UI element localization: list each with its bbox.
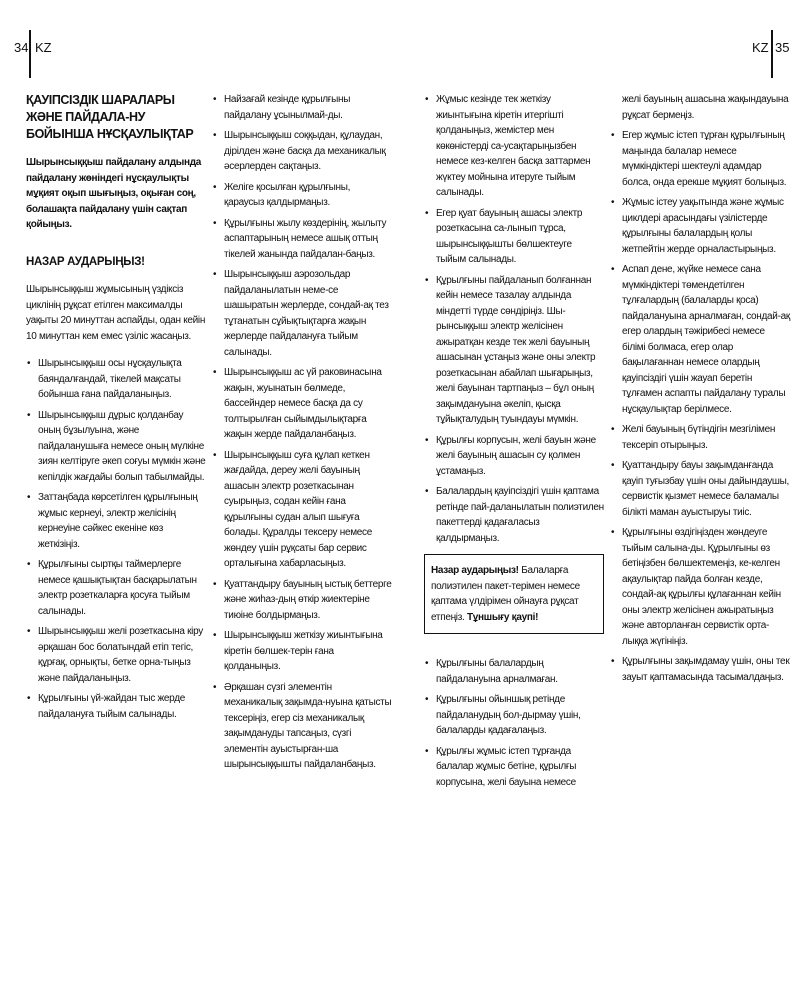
list-item: • Балалардың қауіпсіздігі үшін қаптама ретінде пай-даланылатын полиэтилен пакеттерді қадағаласыз қалдырмаңыз. [424,484,604,546]
list-item: • Шырынсыққыш жеткізу жиынтығына кіретін бөлшек-терін ғана қолданыңыз. [212,628,392,675]
left-header-divider [29,30,31,78]
list-item: • Желі бауының бүтіндігін мезгілімен тексеріп отырыңыз. [610,422,790,453]
safety-list-2 [212,92,392,773]
list-item: • Құрылғыны үй-жайдан тыс жерде пайдалануға тыйым салынады. [26,691,206,722]
list-item: • Шырынсыққыш осы нұсқаулықта баяндалғандай, тікелей мақсаты бойынша ғана пайдаланыңыз. [26,356,206,403]
list-item: • Аспап дене, жүйке немесе сана мүмкіндіктері төмендетілген тұлғалардың (балаларды қоса) пайдалануына арналмаған, сондай-ақ егер олардың тәжірибесі немесе білімі болмаса, егер олар бақылағаннан немесе олардың қауіпсіздігі үшін жауап беретін тұлғамен аспапты пайдалану туралы нұсқаулықтар берілмесе. [610,262,790,417]
left-page-number: 34 [14,40,29,55]
list-item: • Құрылғыны пайдаланып болғаннан кейін немесе тазалау алдында міндетті түрде сөндіріңіз. Шы-рынсыққыш электр желісінен ажыратқан кезде тек желі бауының ашасынан ұстаңыз және оны электр розеткасынан абайлап шығарыңыз, желі бауынан тартпаңыз – бұл оның зақымдануына әкеліп, қысқа тұйықталудың туындауы мүмкін. [424,273,604,428]
right-header-divider [771,30,773,78]
list-item: • Әрқашан сүзгі элементін механикалық зақымда-нуына қатысты тексеріңіз, егер сіз механикалық зақымдануды тапсаңыз, сүзгі элементін ауыстырған-ша шырынсыққышты пайдаланбаңыз. [212,680,392,773]
list-item: • Заттаңбада көрсетілген құрылғының жұмыс кернеуі, электр желісінің кернеуіне сәйкес екеніне көз жеткізіңіз. [26,490,206,552]
section-title: ҚАУІПСІЗДІК ШАРАЛАРЫ ЖӘНЕ ПАЙДАЛА-НУ БОЙЫНША НҰСҚАУЛЫҚТАР [26,93,194,141]
list-item: • Шырынсыққыш аэрозольдар пайдаланылатын неме-се шашыратын жерлерде, сондай-ақ тез тұтанатын сұйықтықтарға жақын жерлерде пайдалануға тыйым салынады. [212,267,392,360]
left-page [26,92,396,992]
warning-box-text: Балаларға полиэтилен пакет-терімен немесе қаптама үлдірімен ойнауға рұқсат етпеңіз. [431,565,580,623]
attention-text: Шырынсыққыш жұмысының үздіксіз циклінің рұқсат етілген максималды уақыты 20 минуттан аспайды, одан кейін 10 минуттан кем емес үзіліс жасаңыз. [26,284,206,342]
intro-text: Шырынсыққыш пайдалану алдында пайдалану жөніндегі нұсқаулықты мұқият оқып шығыңыз, оқыған соң, болашақта пайдалану үшін сақтап қойыңыз. [26,157,202,230]
list-item: • Егер қуат бауының ашасы электр розеткасына са-лынып тұрса, шырынсыққышты бөлшектеуге тыйым салынады. [424,206,604,268]
safety-list-1 [26,356,206,722]
column-2 [212,92,392,778]
attention-heading: НАЗАР АУДАРЫҢЫЗ! [26,255,145,268]
list-item: • Құрылғыны жылу көздерінің, жылыту аспаптарының немесе ашық оттың тікелей жанында пайдалан-баңыз. [212,216,392,263]
list-item: • Шырынсыққыш суға құлап кеткен жағдайда, дереу желі бауының ашасын электр розеткасынан суырыңыз, содан кейін ғана құрылғыны судан алып шығуға болады. Құралды тексеру немесе жөндеу үшін рұқсаты бар сервис орталығына хабарласыңыз. [212,448,392,572]
list-item: • Шырынсыққыш ас үй раковинасына жақын, жуынатын бөлмеде, бассейндер немесе басқа да су толтырылған сыйымдылықтарға жақын жерде пайдаланбаңыз. [212,365,392,443]
list-item: • Құрылғыны өздігіңізден жөндеуге тыйым салына-ды. Құрылғыны өз бетіңізбен бөлшектемеңіз, ке-келген ақаулықтар пайда болған кезде, сондай-ақ құрылғы құлағаннан кейін оны электр желісінен ажыратыңыз және авторланған сервистік орта-лыққа жүгініңіз. [610,525,790,649]
left-language-label: KZ [35,40,52,55]
list-item: • Желіге қосылған құрылғыны, қараусыз қалдырмаңыз. [212,180,392,211]
list-item: • Шырынсыққыш дұрыс қолданбау оның бұзылуына, және пайдаланушыға немесе оның мүлкіне зиян келтіруге әкеп соғуы мүмкін және кепілдік жағдайы болып табылмайды. [26,408,206,486]
list-item: • Жұмыс кезінде тек жеткізу жиынтығына кіретін итергішті қолданыңыз, жемістер мен көкөністерді са-усақтарыңызбен немесе кез-келген басқа заттармен жүктеу мойнына итеруге тыйым салынады. [424,92,604,201]
list-item: • Құрылғыны зақымдамау үшін, оны тек зауыт қаптамасында тасымалдаңыз. [610,654,790,685]
list-item: • Шырынсыққыш желі розеткасына кіру әрқашан бос болатындай етіп тегіс, құрғақ, орнықты, бетке орна-тыңыз және пайдаланыңыз. [26,624,206,686]
safety-list-3 [424,92,604,546]
warning-box [424,554,604,634]
list-item: • Жұмыс істеу уақытында және жұмыс циклдері арасындағы үзілістерде құрылғыны балалардың қолы жетпейтін жерде орналастырыңыз. [610,195,790,257]
safety-list-4 [424,656,604,790]
list-item: • Құрылғыны балалардың пайдалануына арналмаған. [424,656,604,687]
list-item: • Құрылғыны сыртқы таймерлерге немесе қашықтықтан басқарылатын электр розеткаларға қосуға тыйым салынады. [26,557,206,619]
list-item: • Шырынсыққыш соққыдан, құлаудан, дірілден және басқа да механикалық әсерлерден сақтаңыз. [212,128,392,175]
list-item: • Құрылғы жұмыс істеп тұрғанда балалар жұмыс бетіне, құрылғы корпусына, желі бауына немесе [424,744,604,791]
column-3 [424,92,604,795]
list-item: • Қуаттандыру бауы зақымданғанда қауіп туғызбау үшін оны дайындаушы, сервистік қызмет немесе баламалы білікті маман ауыстыруы тиіс. [610,458,790,520]
continued-text: желі бауының ашасына жақындауына рұқсат бермеңіз. [622,94,789,121]
column-4 [610,92,790,690]
warning-box-label: Назар аударыңыз! [431,565,519,576]
list-item: • Құрылғы корпусын, желі бауын және желі бауының ашасын су қолмен ұстамаңыз. [424,433,604,480]
list-item: • Қуаттандыру бауының ыстық беттерге және жиһаз-дың өткір жиектеріне тиюіне болдырмаңыз. [212,577,392,624]
right-page [424,92,794,992]
column-1 [26,92,206,727]
list-item: • Құрылғыны ойыншық ретінде пайдаланудың бол-дырмау үшін, балаларды қадағалаңыз. [424,692,604,739]
right-page-number: 35 [775,40,790,55]
warning-box-hazard: Тұншығу қаупі! [466,611,539,623]
list-item: • Найзағай кезінде құрылғыны пайдалану ұсынылмай-ды. [212,92,392,123]
list-item: • Егер жұмыс істеп тұрған құрылғының маңында балалар немесе мүмкіндіктері шектеулі адамдар болса, онда ерекше мұқият болыңыз. [610,128,790,190]
safety-list-5 [610,128,790,685]
right-language-label: KZ [752,40,769,55]
